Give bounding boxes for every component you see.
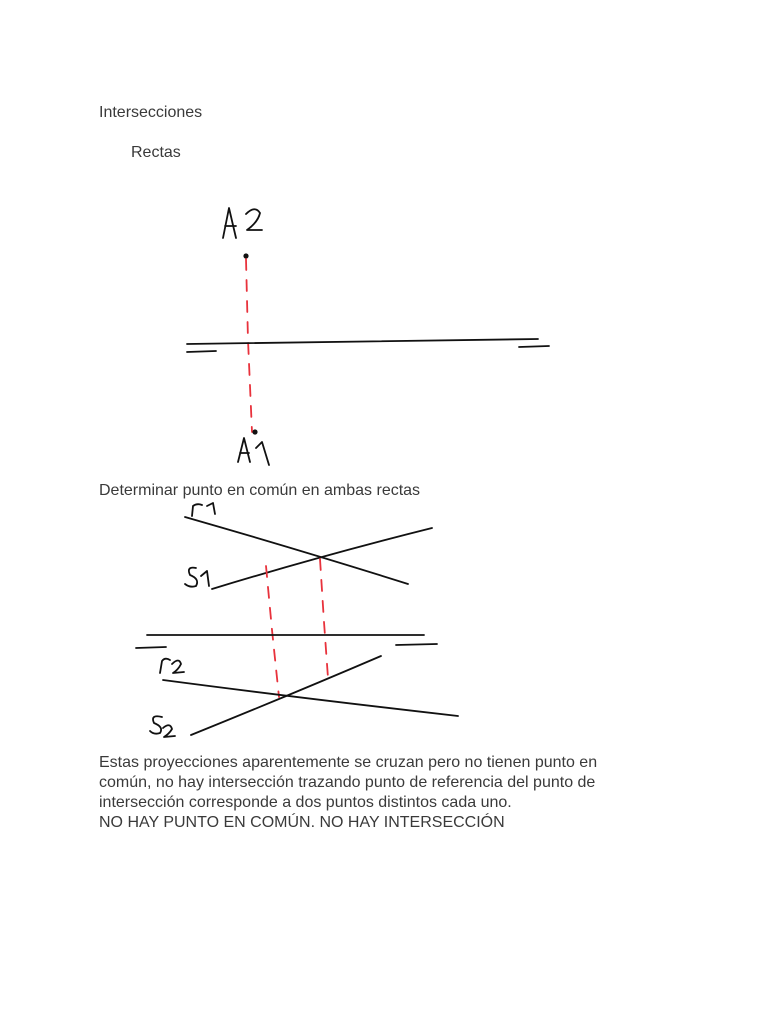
ground-line-tick-right — [519, 346, 549, 347]
label-r2-drawing — [160, 659, 184, 673]
line-r1 — [185, 517, 408, 584]
sketch-two-lines — [136, 503, 458, 737]
paragraph-line: intersección corresponde a dos puntos distintos cada uno. — [99, 794, 512, 811]
label-a1-drawing — [238, 438, 269, 465]
label-a2-drawing — [223, 208, 262, 238]
ground-line-main — [187, 339, 538, 344]
paragraph-conclusion-line: NO HAY PUNTO EN COMÚN. NO HAY INTERSECCIÓN — [99, 814, 505, 831]
reference-line-right — [320, 559, 328, 678]
label-r1-drawing — [192, 503, 215, 516]
reference-line-a — [246, 259, 252, 432]
ground-line-two-tick-left — [136, 647, 166, 648]
label-s1-drawing — [185, 568, 209, 587]
ground-line-tick-left — [187, 351, 216, 352]
conclusion-paragraph — [99, 753, 699, 833]
paragraph-line: Estas proyecciones aparentemente se cruzan pero no tienen punto en — [99, 754, 598, 771]
section-subtitle: Rectas — [131, 144, 181, 161]
reference-line-left — [266, 566, 279, 697]
paragraph-line: común, no hay intersección trazando punto de referencia del punto de — [99, 774, 596, 791]
page-title: Intersecciones — [99, 104, 203, 121]
sketch-point-projection — [187, 208, 549, 465]
exercise-heading: Determinar punto en común en ambas rectas — [99, 482, 421, 499]
ground-line-two-tick-right — [396, 644, 437, 645]
point-a1 — [252, 429, 257, 434]
line-s2 — [191, 656, 381, 735]
point-a2 — [243, 253, 248, 258]
label-s2-drawing — [150, 716, 175, 737]
